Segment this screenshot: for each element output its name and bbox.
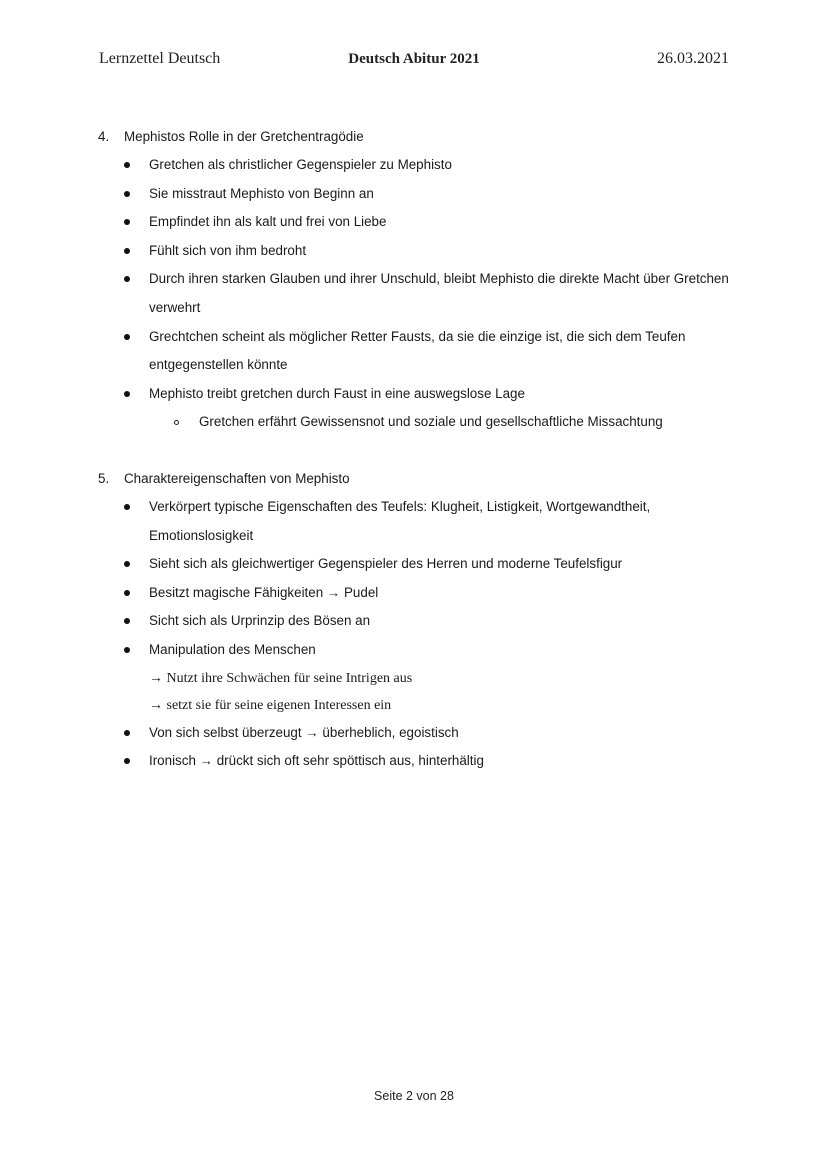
- header-left: Lernzettel Deutsch: [99, 50, 221, 67]
- list-item: Sieht sich als gleichwertiger Gegenspieler des Herren und moderne Teufelsfigur: [98, 550, 738, 579]
- list-item: Durch ihren starken Glauben und ihrer Unschuld, bleibt Mephisto die direkte Macht über Gretchen verwehrt: [98, 265, 738, 322]
- section-4-heading: [98, 122, 738, 151]
- list-item: Fühlt sich von ihm bedroht: [98, 237, 738, 266]
- section-5: [98, 464, 738, 776]
- page-number: Seite 2 von 28: [374, 1089, 454, 1103]
- list-item: Gretchen als christlicher Gegenspieler zu Mephisto: [98, 151, 738, 180]
- continuation-line: → Nutzt ihre Schwächen für seine Intrigen aus: [149, 670, 413, 686]
- bullet-icon: [124, 618, 130, 624]
- bullet-icon: [124, 248, 130, 254]
- list-item: Mephisto treibt gretchen durch Faust in eine auswegslose Lage: [98, 380, 738, 409]
- list-item: Grechtchen scheint als möglicher Retter Fausts, da sie die einzige ist, die sich dem Teufen entgegenstellen könnte: [98, 323, 738, 380]
- section-number: 4.: [98, 129, 110, 144]
- list-item: Ironisch → drückt sich oft sehr spöttisch aus, hinterhältig: [98, 747, 738, 776]
- bullet-icon: [124, 276, 130, 282]
- bullet-icon: [124, 334, 130, 340]
- bullet-icon: [124, 162, 130, 168]
- list-item: Sicht sich als Urprinzip des Bösen an: [98, 607, 738, 636]
- list-item: Manipulation des Menschen: [98, 636, 738, 665]
- bullet-icon: [124, 647, 130, 653]
- list-item: Sie misstraut Mephisto von Beginn an: [98, 180, 738, 209]
- section-5-heading: [98, 464, 738, 493]
- list-item: Empfindet ihn als kalt und frei von Liebe: [98, 208, 738, 237]
- bullet-icon: [124, 219, 130, 225]
- section-title: Mephistos Rolle in der Gretchentragödie: [124, 129, 364, 144]
- header-title: Deutsch Abitur 2021: [348, 51, 480, 67]
- bullet-icon: [124, 504, 130, 510]
- section-title: Charaktereigenschaften von Mephisto: [124, 471, 350, 486]
- section-4: [98, 122, 738, 437]
- section-number: 5.: [98, 471, 110, 486]
- header-date: 26.03.2021: [657, 50, 729, 67]
- sub-list-item: Gretchen erfährt Gewissensnot und soziale und gesellschaftliche Missachtung: [98, 408, 738, 437]
- circle-bullet-icon: [174, 420, 179, 425]
- bullet-icon: [124, 730, 130, 736]
- bullet-icon: [124, 191, 130, 197]
- continuation-line: → setzt sie für seine eigenen Interessen ein: [149, 697, 392, 713]
- bullet-icon: [124, 590, 130, 596]
- list-item: Verkörpert typische Eigenschaften des Teufels: Klugheit, Listigkeit, Wortgewandtheit, Emotionslosigkeit: [98, 493, 738, 550]
- bullet-icon: [124, 391, 130, 397]
- bullet-icon: [124, 758, 130, 764]
- list-item: Besitzt magische Fähigkeiten → Pudel: [98, 579, 738, 608]
- bullet-icon: [124, 561, 130, 567]
- list-item: Von sich selbst überzeugt → überheblich, egoistisch: [98, 719, 738, 748]
